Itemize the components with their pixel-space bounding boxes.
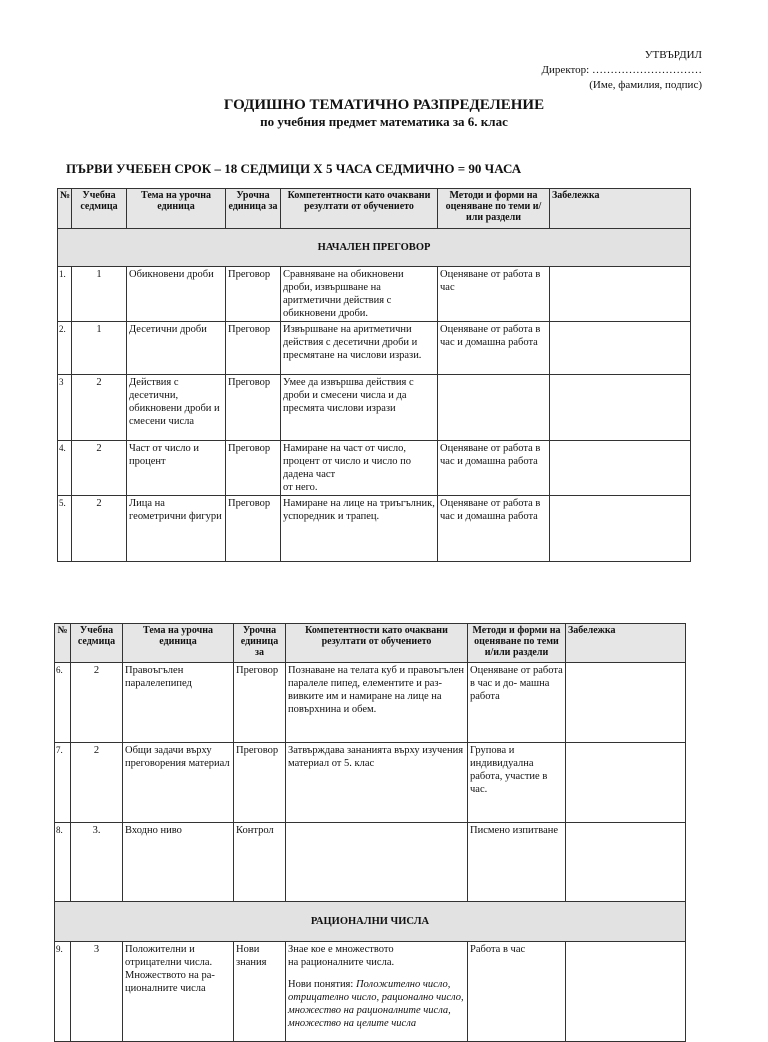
row-num: 9. [55, 942, 71, 1042]
row-methods: Групова и индивидуална работа, участие в час. [468, 743, 566, 823]
row-topic: Обикновени дроби [127, 267, 226, 322]
row-note [550, 375, 691, 441]
competence-text-cont: на рационалните числа. [288, 957, 395, 968]
row-unit: Контрол [234, 823, 286, 902]
row-topic: Входно ниво [123, 823, 234, 902]
row-num: 3 [58, 375, 72, 441]
row-num: 4. [58, 441, 72, 496]
table-row [55, 663, 686, 743]
table-header-row [55, 624, 686, 663]
row-competences [281, 441, 438, 496]
col-topic: Тема на урочна единица [127, 189, 226, 229]
row-competences: Затвърждава зананията върху изучения материал от 5. клас [286, 743, 468, 823]
approve-label: УТВЪРДИЛ [644, 49, 702, 61]
row-competences [286, 823, 468, 902]
col-topic: Тема на урочна единица [123, 624, 234, 663]
row-unit: Преговор [226, 322, 281, 375]
row-week: 1 [72, 322, 127, 375]
col-competences: Компетентности като очаквани резултати от обучението [286, 624, 468, 663]
approval-block [542, 48, 702, 93]
row-unit: Нови знания [234, 942, 286, 1042]
row-note [566, 663, 686, 743]
row-competences: Познаване на телата куб и правоъгълен паралеле пипед, елементите и раз- вивките им и намиране на лице на повърхнина и обем. [286, 663, 468, 743]
row-competences [286, 942, 468, 1042]
table-row [58, 322, 691, 375]
schedule-table-1 [57, 188, 691, 562]
row-methods [438, 375, 550, 441]
schedule-table-2 [54, 623, 686, 1042]
row-note [566, 743, 686, 823]
row-week: 1 [72, 267, 127, 322]
table-row [58, 375, 691, 441]
col-methods: Методи и форми на оценяване по теми и/или раздели [438, 189, 550, 229]
row-methods: Оценяване от работа в час и до- машна работа [468, 663, 566, 743]
row-methods: Работа в час [468, 942, 566, 1042]
section-title: НАЧАЛЕН ПРЕГОВОР [58, 229, 691, 267]
table-row [58, 267, 691, 322]
competence-text-cont: от него. [283, 482, 318, 493]
row-methods: Писмено изпитване [468, 823, 566, 902]
row-week: 3 [71, 942, 123, 1042]
col-num: № [58, 189, 72, 229]
new-concepts-list: Положително число, отрицателно число, рационално число, множество на рационалните числа, множество на целите числа [288, 979, 464, 1029]
table-header-row [58, 189, 691, 229]
table-row [58, 496, 691, 562]
signature-line: (Име, фамилия, подпис) [589, 79, 702, 91]
row-week: 2 [71, 663, 123, 743]
row-topic: Десетични дроби [127, 322, 226, 375]
col-week: Учебна седмица [71, 624, 123, 663]
term-heading: ПЪРВИ УЧЕБЕН СРОК – 18 СЕДМИЦИ Х 5 ЧАСА СЕДМИЧНО = 90 ЧАСА [66, 161, 522, 176]
row-week: 3. [71, 823, 123, 902]
table-row [55, 743, 686, 823]
row-note [566, 823, 686, 902]
row-unit: Преговор [226, 496, 281, 562]
competence-text: Намиране на част от число, процент от число и число по дадена част [283, 443, 412, 480]
row-competences: Умее да извършва действия с дроби и смесени числа и да пресмята числови изрази [281, 375, 438, 441]
row-note [550, 441, 691, 496]
row-unit: Преговор [226, 441, 281, 496]
col-competences: Компетентности като очаквани резултати от обучението [281, 189, 438, 229]
spacer [288, 969, 465, 978]
row-num: 1. [58, 267, 72, 322]
document-title [0, 97, 768, 129]
row-methods: Оценяване от работа в час и домашна работа [438, 496, 550, 562]
new-concepts-label: Нови понятия: [288, 979, 356, 990]
competence-text: Знае кое е множеството [288, 944, 394, 955]
section-row [55, 902, 686, 942]
director-line: Директор: ………………………… [541, 64, 702, 76]
row-topic: Действия с десетични, обикновени дроби и смесени числа [127, 375, 226, 441]
col-methods: Методи и форми на оценяване по теми и/или раздели [468, 624, 566, 663]
row-competences: Извършване на аритметични действия с десетични дроби и пресмятане на числови изрази. [281, 322, 438, 375]
row-topic: Част от число и процент [127, 441, 226, 496]
row-note [566, 942, 686, 1042]
row-methods: Оценяване от работа в час и домашна работа [438, 441, 550, 496]
row-topic: Лица на геометрични фигури [127, 496, 226, 562]
row-week: 2 [71, 743, 123, 823]
row-competences: Сравняване на обикновени дроби, извършване на аритметични действия с обикновени дроби. [281, 267, 438, 322]
title-line-1: ГОДИШНО ТЕМАТИЧНО РАЗПРЕДЕЛЕНИЕ [223, 97, 545, 113]
row-unit: Преговор [234, 743, 286, 823]
row-note [550, 322, 691, 375]
row-topic: Положителни и отрицателни числа. Множеството на ра- ционалните числа [123, 942, 234, 1042]
col-note: Забележка [566, 624, 686, 663]
row-note [550, 496, 691, 562]
table-row [55, 823, 686, 902]
title-line-2: по учебния предмет математика за 6. клас [260, 114, 508, 129]
col-week: Учебна седмица [72, 189, 127, 229]
section-row [58, 229, 691, 267]
col-unit: Урочна единица за [226, 189, 281, 229]
row-week: 2 [72, 496, 127, 562]
row-unit: Преговор [234, 663, 286, 743]
row-methods: Оценяване от работа в час [438, 267, 550, 322]
row-unit: Преговор [226, 375, 281, 441]
col-num: № [55, 624, 71, 663]
row-competences: Намиране на лице на триъгълник, успоредник и трапец. [281, 496, 438, 562]
table-row [55, 942, 686, 1042]
table-row [58, 441, 691, 496]
row-week: 2 [72, 375, 127, 441]
row-num: 5. [58, 496, 72, 562]
row-num: 7. [55, 743, 71, 823]
section-title: РАЦИОНАЛНИ ЧИСЛА [55, 902, 686, 942]
col-unit: Урочна единица за [234, 624, 286, 663]
row-num: 6. [55, 663, 71, 743]
row-methods: Оценяване от работа в час и домашна работа [438, 322, 550, 375]
row-num: 2. [58, 322, 72, 375]
col-note: Забележка [550, 189, 691, 229]
row-week: 2 [72, 441, 127, 496]
row-note [550, 267, 691, 322]
row-topic: Правоъгълен паралелепипед [123, 663, 234, 743]
row-unit: Преговор [226, 267, 281, 322]
new-concepts [288, 978, 465, 1030]
row-num: 8. [55, 823, 71, 902]
row-topic: Общи задачи върху преговорения материал [123, 743, 234, 823]
